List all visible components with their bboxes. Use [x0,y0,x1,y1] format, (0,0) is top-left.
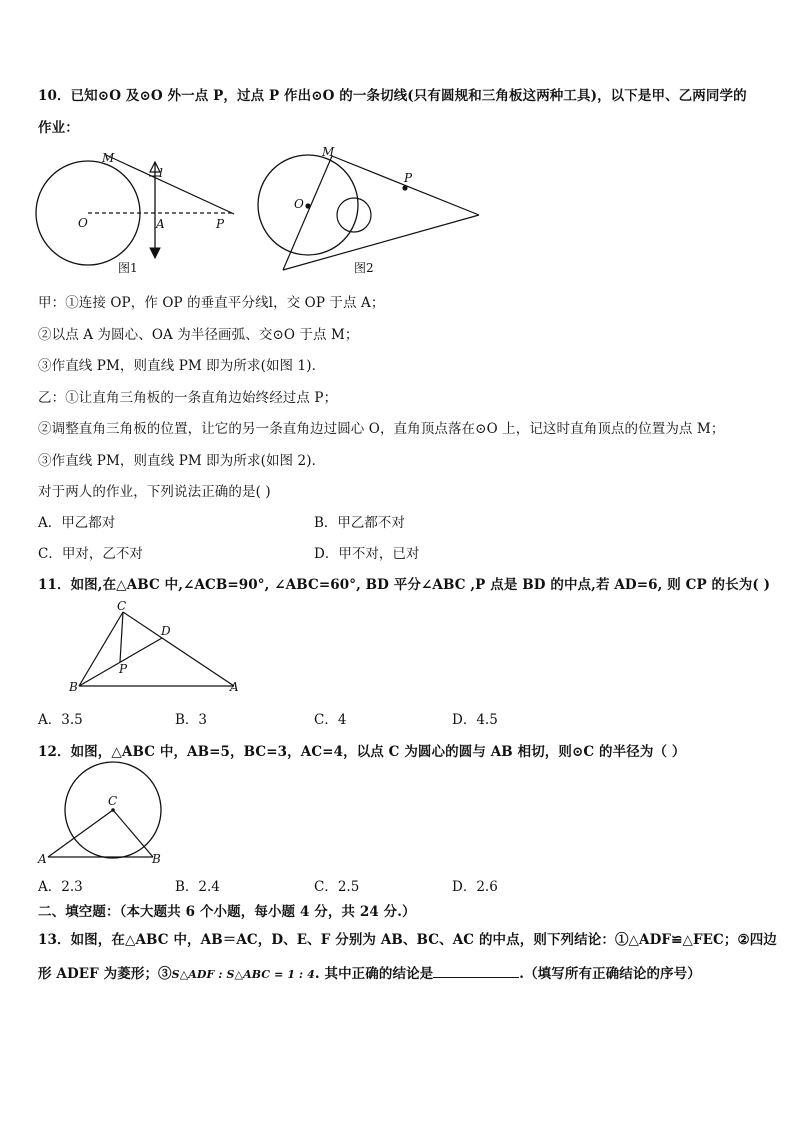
q11-label-A: A [230,680,239,694]
q11-option-a: A．3.5 [38,712,83,728]
fig2-caption: 图2 [354,261,374,275]
q10-yi-step2: ②调整直角三角板的位置，让它的另一条直角边过圆心 O，直角顶点落在⊙O 上，记这时直角顶点的位置为点 M； [38,421,725,437]
q11-label-C: C [117,599,127,613]
fig1-tangent-pm [106,155,234,214]
q12-point-C [111,808,115,812]
fig2-point-O [305,203,310,208]
q13-line2-start: 形 ADEF 为菱形；③ [38,966,172,982]
fig2-small-circle [337,198,371,232]
fig1-label-A: A [156,217,165,231]
q10-option-b: B．甲乙都不对 [314,515,405,531]
fig1-label-M: M [102,151,115,165]
fig1-arrow-bottom [150,248,160,258]
fig1-label-O: O [78,216,88,230]
q12-option-d: D．2.6 [452,879,498,895]
q10-question: 对于两人的作业，下列说法正确的是( ) [38,484,271,500]
q12-side-ac [48,810,113,857]
q11-label-D: D [161,624,171,638]
q12-figure [36,764,176,874]
q10-option-c: C．甲对，乙不对 [38,546,143,562]
q11-figure [66,598,256,698]
q11-option-d: D．4.5 [452,712,498,728]
fig1-label-l: l [159,166,163,180]
q13-answer-blank[interactable] [433,965,519,978]
section-2-heading: 二、填空题：（本大题共 6 个小题，每小题 4 分，共 24 分.） [38,904,416,920]
q11-side-ca [123,612,234,686]
q13-line2-end: .（填写所有正确结论的序号） [519,966,701,982]
q10-figure-2 [256,145,496,275]
q12-label-B: B [152,852,161,866]
q10-jia-step2: ②以点 A 为圆心、OA 为半径画弧、交⊙O 于点 M； [38,327,359,343]
q10-jia-step3: ③作直线 PM，则直线 PM 即为所求(如图 1)． [38,358,326,374]
q13-line2 [38,962,701,982]
q10-option-a: A．甲乙都对 [38,515,116,531]
q11-stem: 11．如图,在△ABC 中,∠ACB=90°, ∠ABC=60°, BD 平分∠ABC ,P 点是 BD 的中点,若 AD=6, 则 CP 的长为( ) [38,577,771,593]
q13-line2-middle: . 其中正确的结论是 [314,966,434,982]
q13-area-ratio: S△ADF : S△ABC = 1 : 4 [171,968,315,981]
q11-label-P: P [119,662,128,676]
fig2-point-P [402,185,407,190]
q10-stem-line2: 作业： [38,120,79,136]
q13-line1: 13．如图，在△ABC 中，AB＝AC，D、E、F 分别为 AB、BC、AC 的中点，则下列结论：①△ADF≌△FEC；②四边 [38,932,777,948]
q12-option-a: A．2.3 [38,879,83,895]
q10-figure-1 [36,150,256,280]
q12-label-A: A [38,852,47,866]
q10-yi-step3: ③作直线 PM，则直线 PM 即为所求(如图 2)． [38,453,326,469]
fig1-label-P: P [216,217,225,231]
q11-label-B: B [69,680,78,694]
q11-side-bc [79,612,123,686]
q10-jia-step1: 甲：①连接 OP，作 OP 的垂直平分线l，交 OP 于点 A； [38,295,385,311]
fig1-caption: 图1 [118,261,138,275]
q12-stem: 12．如图，△ABC 中，AB=5，BC=3，AC=4，以点 C 为圆心的圆与 AB 相切，则⊙C 的半径为（ ） [38,744,686,760]
fig2-label-P: P [404,171,413,185]
q10-stem-line1: 10．已知⊙O 及⊙O 外一点 P，过点 P 作出⊙O 的一条切线(只有圆规和三角板这两种工具)，以下是甲、乙两同学的 [38,88,747,104]
q12-option-c: C．2.5 [314,879,360,895]
q12-option-b: B．2.4 [175,879,220,895]
q11-segment-cp [120,612,123,662]
q10-option-d: D．甲不对，已对 [314,546,420,562]
q10-yi-step1: 乙：①让直角三角板的一条直角边始终经过点 P； [38,390,338,406]
fig2-diameter [283,156,332,270]
q12-side-cb [113,810,153,857]
fig2-label-M: M [322,145,335,159]
q11-option-c: C．4 [314,712,347,728]
q11-option-b: B．3 [175,712,208,728]
fig2-line-base [283,215,479,270]
q12-label-C: C [108,794,118,808]
fig2-label-O: O [294,197,304,211]
